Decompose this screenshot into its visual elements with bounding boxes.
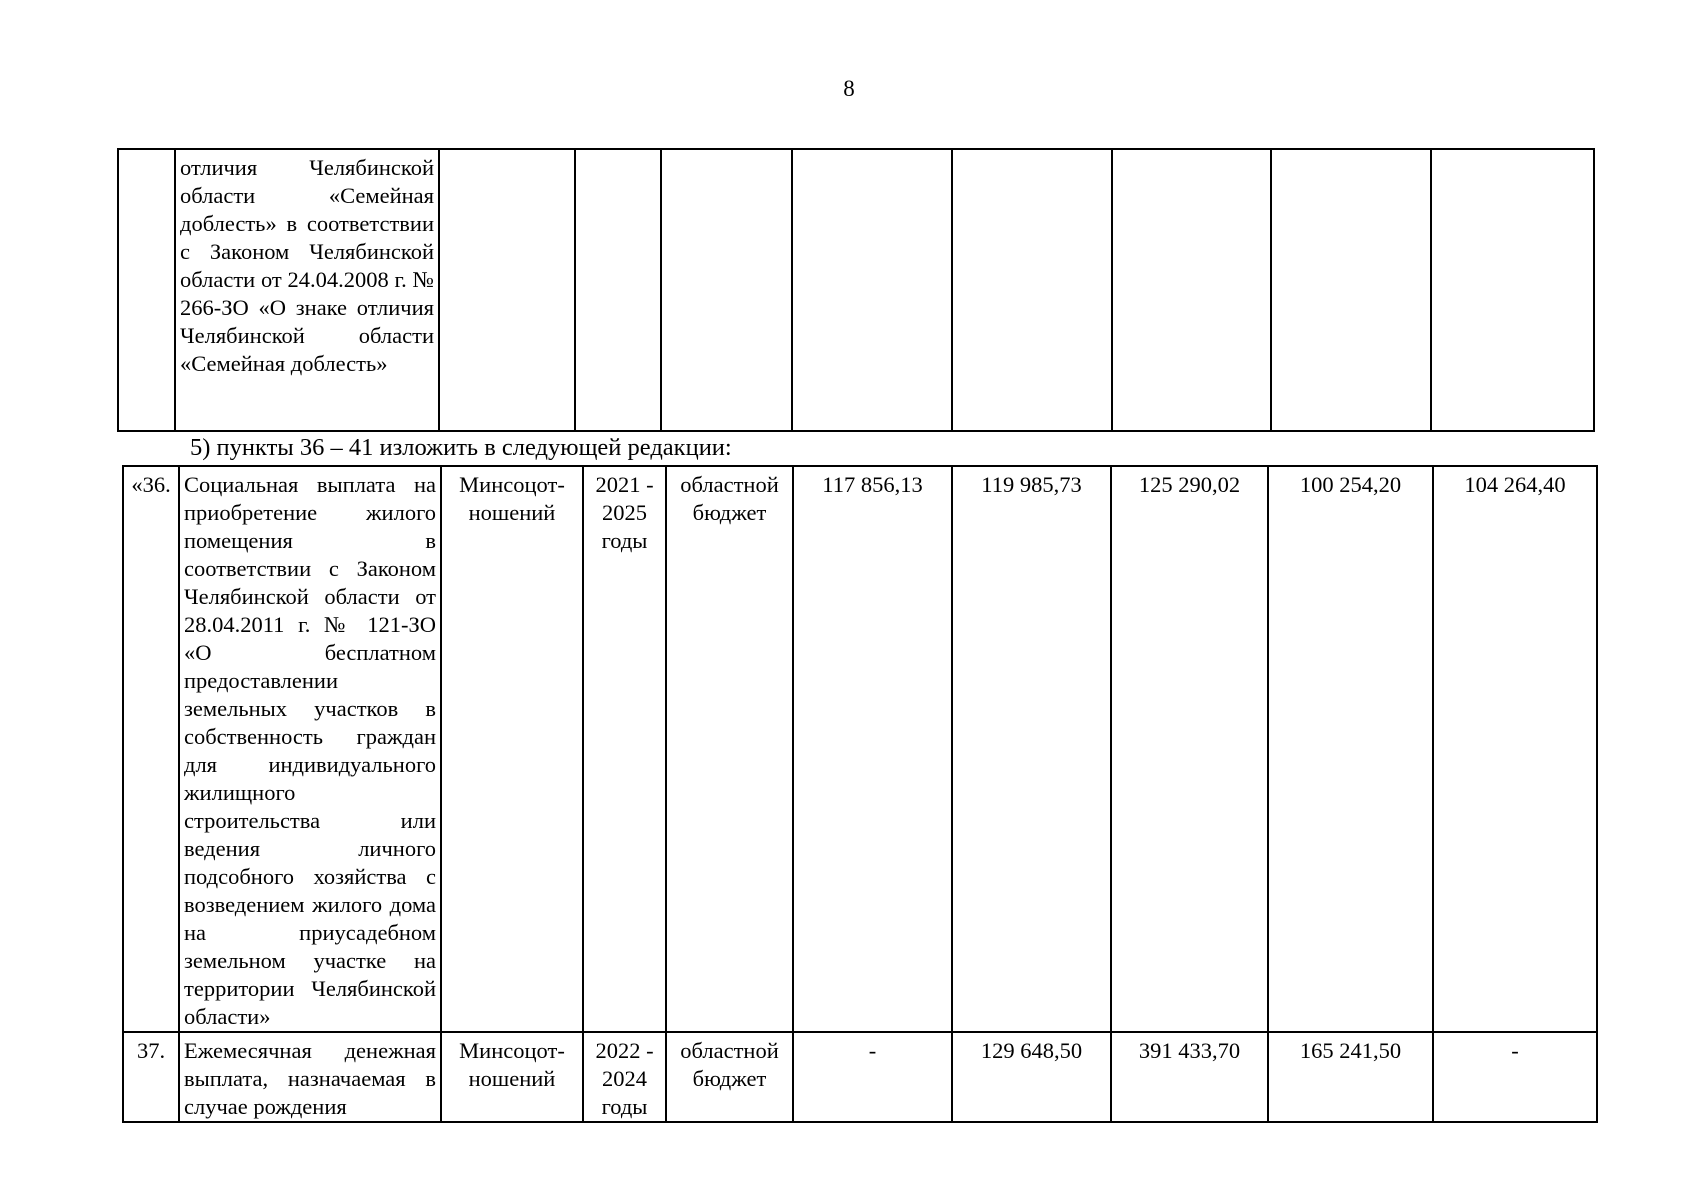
value-cell: 117 856,13 [793, 466, 952, 1032]
page-number: 8 [843, 76, 855, 101]
table-measures [122, 465, 1598, 1123]
period-cell: 2022 - 2024 годы [583, 1032, 666, 1122]
table-row [123, 1032, 1597, 1122]
executor-cell: Минсоцот-ношений [441, 1032, 583, 1122]
value-cell [1431, 149, 1594, 431]
period-cell [575, 149, 661, 431]
measure-description-cell: Ежемесячная денежная выплата, назначаемая в случае рождения [179, 1032, 441, 1122]
measure-description-cell: отличия Челябинской области «Семейная доблесть» в соответствии с Законом Челябинской области от 24.04.2008 г. № 266-ЗО «О знаке отличия Челябинской области «Семейная доблесть» [175, 149, 439, 431]
value-cell [792, 149, 952, 431]
value-cell [1112, 149, 1271, 431]
table-row [123, 466, 1597, 1032]
row-number-cell [118, 149, 175, 431]
value-cell: - [793, 1032, 952, 1122]
value-cell [952, 149, 1112, 431]
value-cell: 125 290,02 [1111, 466, 1268, 1032]
value-cell: 100 254,20 [1268, 466, 1433, 1032]
value-cell: 391 433,70 [1111, 1032, 1268, 1122]
table-row [118, 149, 1594, 431]
executor-cell: Минсоцот-ношений [441, 466, 583, 1032]
period-cell: 2021 - 2025 годы [583, 466, 666, 1032]
row-number-cell: «36. [123, 466, 179, 1032]
table-continuation [117, 148, 1595, 432]
value-cell: 129 648,50 [952, 1032, 1111, 1122]
value-cell [1271, 149, 1431, 431]
value-cell: - [1433, 1032, 1597, 1122]
value-cell: 165 241,50 [1268, 1032, 1433, 1122]
amendment-note: 5) пункты 36 – 41 изложить в следующей редакции: [190, 434, 732, 461]
funding-source-cell [661, 149, 792, 431]
row-number-cell: 37. [123, 1032, 179, 1122]
executor-cell [439, 149, 575, 431]
funding-source-cell: областной бюджет [666, 1032, 793, 1122]
value-cell: 119 985,73 [952, 466, 1111, 1032]
funding-source-cell: областной бюджет [666, 466, 793, 1032]
value-cell: 104 264,40 [1433, 466, 1597, 1032]
measure-description-cell: Социальная выплата на приобретение жилого помещения в соответствии с Законом Челябинской области от 28.04.2011 г. № 121-ЗО «О бесплатном предоставлении земельных участков в собственность граждан для индивидуального жилищного строительства или ведения личного подсобного хозяйства с возведением жилого дома на приусадебном земельном участке на территории Челябинской области» [179, 466, 441, 1032]
